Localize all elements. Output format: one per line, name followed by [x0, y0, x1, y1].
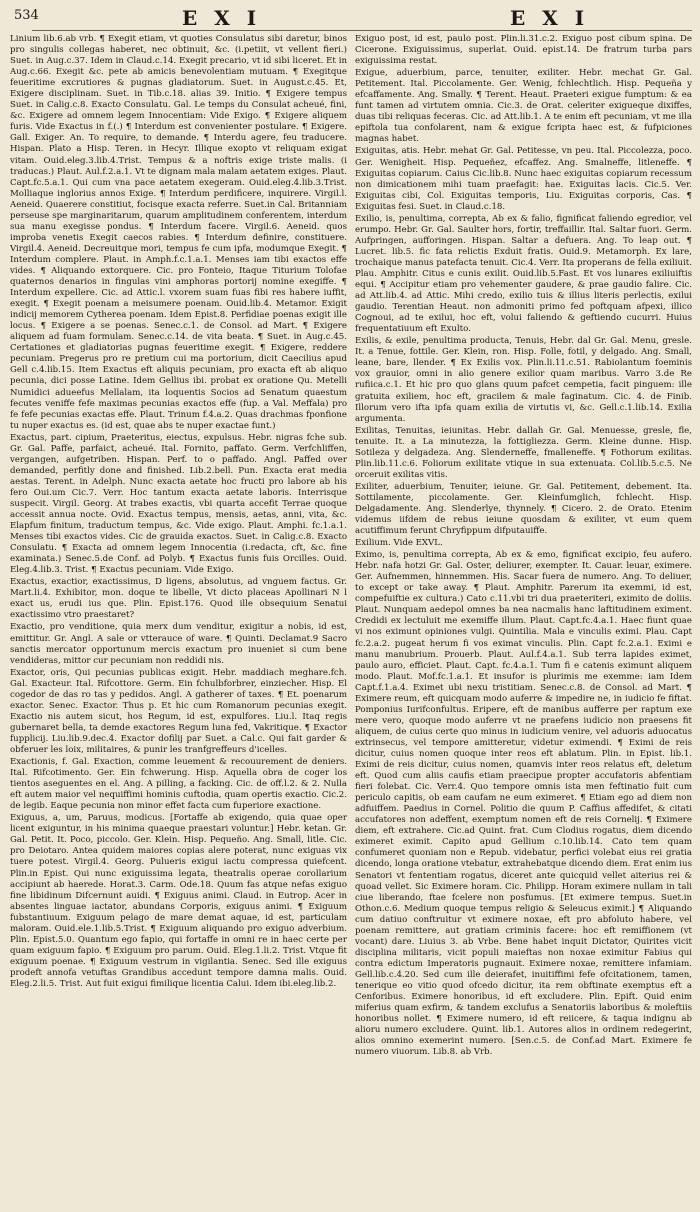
right-column: [355, 34, 692, 1210]
dictionary-entry: Exilio, is, penultima, correpta, Ab ex & falio, fignificat faliendo egredior, vel erumpo. Hebr. Gr. Gal. Saulter hors, fortir, treffaillir. Ital. Saltar fuori. Germ. Aufpringen, aufforingen. Hispan. Saltar a defuera. Ang. To leap out. ¶ Lucret. lib.5. fic fata relictis Exduit fratis. Ouid.9. Metamorph. Ex lare, trochaique manus patefacta tenuit. Cic.4. Verr. Ita properans de fella exiliuit. Plau. Amphitr. Citus e cunis exilit. Ouid.lib.5.Fast. Et vos lunares exiliuiftis equi. ¶ Accipitur etiam pro vehementer gaudere, & prae gaudio falire. Cic. ad Att.lib.4. ad Attic. Mihi credo, exilio tuis & illius literis perlectis, exilui gaudio. Terentian Heaut. non admoniti primo fed poftquam afpexi, illico Cognoui, ad te exilui, hoc eft, volui faliendo & geftiendo cucurri. Huius frequentatiuum eft Exulto.: [355, 213, 692, 335]
dictionary-entry: Exiguitas, atis. Hebr. mehat Gr. Gal. Petitesse, vn peu. Ital. Piccolezza, poco. Ger. Wenigheit. Hisp. Pequeñez, efcaffez. Ang. Smalneffe, litleneffe. ¶ Exiguitas copiarum. Caius Cic.lib.8. Nunc haec exiguitas copiarum recessum non dimicationem mihi tuam praefagit: hae. Exiguitas lacis. Cic.5. Ver. Exiguitas cibi, Col. Exiguitas temporis, Liu. Exiguitas corporis, Cas. ¶ Exiguitas fesi. Suet. in Claud.c.18.: [355, 146, 692, 212]
dictionary-entry: Exilitas, Tenuitas, ieiunitas. Hebr. dallah Gr. Gal. Menuesse, gresle, fle, tenuite. It. a La minutezza, la fottigliezza. Germ. Kleine dunne. Hisp. Sotileza y delgadeza. Ang. Slenderneffe, fmalleneffe. ¶ Fothorum exilitas. Plin.lib.11.c.6. Foliorum exilitate vtique in sua extenuata. Col.lib.5.c.5. Ne orceruit exilitas vitis.: [355, 425, 692, 480]
page-header: [14, 6, 692, 31]
dictionary-entry: Eximo, is, penultima correpta, Ab ex & emo, fignificat excipio, feu aufero. Hebr. nafa hotzi Gr. Gal. Oster, deliurer, exempter. It. Cauar. leuar, eximere. Ger. Aufnemmen, hinnemmen. His. Sacar fuera de numero. Ang. To deliuer, to except or take away. ¶ Plaut. Amphitr. Parerum ita exemmi, id est, compefuiftie ex cultura.) Cato c.11.vbi tri dua praeteriteri, eximito de doliis. Plaut. Nunquam aedepol omnes ba nea nacmalis hanc laftitudinem eximent. Credidi ex lectuluit me exemiffe illum. Plaut. Capt.fc.4.a.1. Haec fiunt quae vi nos eximunt opiniones vulgi. Quintilia. Mala e vinculis eximi. Plau. Capt fc.2.a.2. pugeat herum fi vos eximat vinculis. Plin. Capt fc.2.a.1. Eximi e manu manubrium. Prouerb. Plaut. Aul.f.4.a.1. Sub terra lapides eximet, paulo auro, efficiet. Plaut. Capt. fc.4.a.1. Tum fi e catenis eximunt aliquem modo. Plaut. Mof.fc.1.a.1. Et insufor is plurimis me exemme: iam Idem Capt.f.1.a.4. Eximet ubi nexu tristitiam. Senec.c.8. de Consol. ad Mart. ¶ Eximere reum, eft quicquam modo auferre & impedire ne, in iudicio fe fiftat. Pomponius Iurifconfultus. Eripere, eft de manibus aufferre per raptum exe mere vero, quoque modo auferre vt ne praefens iudicio non praesens fit aliquem, de cuius certe quo minus in iudicium venire, vel aduoris aduocatus extrinsecus, vel tempore amitteretur, videtur eximendi. ¶ Eximi de reis dicitur, cuius nomen quoque inter reos eft ablatum. Plin. in Epist. lib.1. Eximi de reis dicitur, cuius nomen, quamvis inter reos relatus eft, deletum eft. Quod cum aliis caufis etiam praecipue propter accufatoris abfentiam fieri folebat. Cic. Verr.4. Quo tempore omnis ista men feftinatio fuit cum periculo capitis, ob eam caufam ne eum eximeret. ¶ Etiam ego ad diem non adfuiffem. Paedius in Cornel. Politio die quum P. Caffius affedifet, & citati accufatores non adeffent, exemptum nomen eft de reis Cornelij. ¶ Eximere diem, eft extrahere. Cic.ad Quint. frat. Cum Clodius rogatus, diem dicendo eximeret eximit. Capito apud Gellium c.10.lib.14. Cato tem quam confumeret quoniam non e Repub. videbatur, perfici volebat eius rei gratia dicendo, longa oratione vtebatur, extrahebatque dicendo diem. Erat enim ius Senatori vt fententiam rogatus, diceret ante quicquid vellet aiterius rei & quoad vellet. Sic Eximere horam. Cic. Philipp. Horam eximere nullam in tali ciue liberando, ftae fcelere non posfumus. [Et eximere tempus. Suet.in Othon.c.6. Medium quoque tempus religio & Seleucus eximit.] ¶ Aliquando cum datiuo conftruitur vt eximere noxae, eft pro abfoluto habere, vel poenam remittere, aut gratiam criminis facere: hoc eft remiffionem (vt vocant) dare. Liuius 3. ab Vrbe. Bene habet inquit Dictator, Quirites vicit disciplina militaris, vicit populi maieftas non noxae eximitur Fabius qui contra edictum Imperatoris pugnauit. Eximere noxae, remittere infamiam. Gell.lib.c.4.20. Sed cum ille deierafet, inuitiffimi fefe ofcitationem, tamen, tenerique eo vitio quod ofcedo dicitur, ita rem obftinate exemptus eft a Cenforibus. Eximere honoribus, id eft excludere. Plin. Epift. Quid enim miferius quam exfirm, & tandem exclufus a Senatoriis laboribus & moleftiis honoribus nollet. ¶ Eximere numero, id eft reiicere, & taqua indignu ab alioru numero excludere. Quint. lib.1. Autores alios in ordinem redegerint, alios omnino exemerint numero. [Sen.c.5. de Conf.ad Mart. Eximere fe numero viuorum. Lib.8. ab Vrb.: [355, 550, 692, 1058]
dictionary-entry: Exiguus, a, um, Paruus, modicus. [Fortaffe ab exigendo, quia quae oper licent exiguntur, in his minima quaeque praestari voluntur.] Hebr. ketan. Gr. Gal. Petit. It. Poco, piccolo. Ger. Klein. Hisp. Pequeño. Ang. Small, litle. Cic. pro Deiotaro. Antea quidem maiores copias alere poterat, nunc exiguas vix tuere potest. Virgil.4. Georg. Pulueris exigui iactu compressa quiefcent. Plin.in Epist. Qui nunc exiguissima legata, theatralis operae corollarium accipiunt ab haerede. Horat.3. Carm. Ode.18. Quum fas atque nefas exiguo fine libidinum Difcernunt auidi. ¶ Exiguus animi. Claud. in Eutrop. Acer in absentes linguae iactator, abundans Corporis, exiguus animi. ¶ Exiguum fubstantiuum. Exiguum pelago de mare demat aquae, id est, particulam maloram. Ouid.ele.1.lib.5.Trist. ¶ Exiguum aliquando pro exiguo adverbium. Plin. Epist.5.0. Quantum ego fapio, qui fortaffe in omni re in haec certe per quam exiguum fapio. ¶ Exiguum pro parum. Ouid. Eleg.1.li.2. Trist. Vtque fit exiguum poenae. ¶ Exiguum vestrum in vigilantia. Senec. Sed ille exiguus prodeft annofa vetuftas Grandibus accedunt tempore damna malis. Ouid. Eleg.2.li.5. Trist. Aut fuit exigui fimilique licentia Calui. Idem ibi.eleg.lib.2.: [10, 813, 347, 989]
page-number: 534: [14, 8, 39, 23]
dictionary-entry: Exactionis, f. Gal. Exaction, comme leuement & recouurement de deniers. Ital. Rifcotimento. Ger. Ein fchwerung. Hisp. Aquella obra de coger los tientos aseguentes en el. Ang. A pilling, a facking. Cic. de off.l.2. & 2. Nulla eft autem maior vel nequiffimi hominis cuftodia, quam opertis exactio. Cic.2. de legib. Eaque pecunia non minor effet facta cum fuperiore exactione.: [10, 757, 347, 812]
dictionary-entry: Exigue, aduerbium, parce, tenuiter, exiliter. Hebr. mechat Gr. Gal. Petitement. Ital. Piccolamente. Ger. Wenig, fchlechtlich. Hisp. Pequeña y efcaffamente. Ang. Smally. ¶ Terent. Heaut. Praeteri exigue fumptum: & ea funt tamen ad virtutem omnia. Cic.3. de Orat. celeriter exigueque dixiffes, duas tibi reliquas feceras. Cic. ad Att.lib.1. A te enim eft pecuniam, vt me illa epiftola tua confolarent, nam & exigue fcripta haec est, & fufpiciones magnas habet.: [355, 68, 692, 145]
dictionary-entry: Exilium. Vide EXVL.: [355, 538, 443, 549]
dictionary-entry: Exactus, exactior, exactissimus, D ligens, absolutus, ad vnguem factus. Gr. Mart.li.4. Exhibitor, mon. doque te libelle, Vt dicto placeas Apollinari N l exact us, erudi ius que. Plin. Epist.176. Quod ille obsequium Senatui exactissimo vtro praestaret?: [10, 577, 347, 621]
dictionary-entry: Exiliter, aduerbium, Tenuiter, ieiune. Gr. Gal. Petitement, debement. Ita. Sottilamente, piccolamente. Ger. Kleinfumglich, fchlecht. Hisp. Delgadamente. Ang. Slenderlye, thynnely. ¶ Cicero. 2. de Orato. Etenim videmus iifdem de rebus ieiune quosdam & exiliter, vt eum quem acutiffimum ferunt Chryfippum difputauiffe.: [355, 481, 692, 537]
running-head-right: E X I: [510, 6, 590, 30]
dictionary-entry: Exactio, pro venditione, quia merx dum venditur, exigitur a nobis, id est, emittitur. Gr. Angl. A sale or vtterauce of ware. ¶ Quinti. Declamat.9 Sacro sanctis mercator opportunum mercis exactum pro inueniet si cum bene vendideras, mittor cur pecuniam non reddidi nis.: [10, 622, 347, 666]
dictionary-entry: Exilis, & exile, penultima producta, Tenuis, Hebr. dal Gr. Gal. Menu, gresle. It. a Tenue, fottile. Ger. Klein, ron. Hisp. Folle, fotil, y delgado. Ang. Small, leane, bare, llender. ¶ Ex Exilis vox. Plin.li.11.c.51. Rabiolantum foeminis vox grauior, omni in alio genere exilior quam maribus. Varro 3.de Re rufiica.c.1. Et hic pro quo glans quum pafcet cempetia, facit pinguem: ille gratuita exiliem, hoc eft, gracilem & male faginatum. Cic. 4. de Finib. Illorum vero ifta ipfa quam exilia de virtutis vi, &c. Gell.c.1.lib.14. Exilia argumenta.: [355, 336, 692, 424]
left-column: [10, 34, 347, 1210]
text-columns: [10, 34, 692, 1210]
dictionary-entry: Linium lib.6.ab vrb. ¶ Exegit etiam, vt quoties Consulatus sibi daretur, binos pro singulis collegas haberet, nec obtinuit, &c. (i.petiit, vt vellent fieri.) Suet. in Aug.c.37. Idem in Claud.c.14. Exegit precario, vt id sibi liceret. Et in Aug.c.66. Exegit &c. pete ab amicis benevolentiam mutuam. ¶ Exegitque feueritime excrutiores & pugnas gladiatorum. Suet. in August.c.45. Et, Exigere disciplinam. Suet. in Tib.c.18. alias 39. Initio. ¶ Exigere tempus Suet. in Calig.c.8. Exacto Consulatu. Gal. Le temps du Consulat acheué, fini, &c. Exigere ad omnem legem Innocentiam: Vide Exigo. ¶ Exigere aliquem furis. Vide Exactus in f.(.) ¶ Interdum est convenienter postulare. ¶ Exigere. Gall. Exiger. An. To require, to demande. ¶ Interdu agere, feu traducere. Hispan. Plato a Hisp. Teren. in Hecyr. Illique exopto vt reliquam exigat vitam. Ouid.eleg.3.lib.4.Trist. Tempus & a noftris exige triste malis. (i traducas.) Plaut. Aul.f.2.a.1. Vt te dignam mala malam aetatem exiges. Plaut. Capt.fc.5.a.1. Qui cum vna pace aetatem exegeram. Ouid.eleg.4.lib.3.Trist. Molliaque inglorius annos Exige. ¶ Interdum perdificere, inquirere. Virgil.l. Aeneid. Quaerere constitiut, focisque exacta referre. Suet.in Cal. Britanniam perseuse spe marginaritarum, quarum amplitudinem conferentem, interdum sua manu exegisse pondus. ¶ Interdum facere. Virgil.6. Aeneid. quos improba venetis Exegit caecos rabies. ¶ Interdum definire, constituere. Virgil.4. Aeneid. Decreuitque mori, tempus fe cum ipfa, modumque Exegit. ¶ Interdum complere. Plaut. in Amph.f.c.1.a.1. Menses iam tibi exactos effe vides. ¶ Aliquando extorquere. Cic. pro Fonteio, Itaque Titurium Tolofae quaternos denarios in fingulas vini amphoras portorij nomine exegiffe. ¶ Interdum expellere. Cic. ad Attic.l. vxorem suam fuas fibi res habere iuffit, exegit. ¶ Exegit poenam a meisumere poenam. Ouid.lib.4. Metamor. Exigit indicij memorem Cytherea poenam. Idem Epist.8. Perfidiae poenas exigit ille locus. ¶ Exigere a se poenas. Senec.c.1. de Consol. ad Mart. ¶ Exigere aliquem ad fuam formulam. Senec.c.14. de vita beata. ¶ Suet. in Aug.c.45. Certationes et gladiatorias pugnas feueritime exegit. ¶ Exigere, reddere pecuniam. Pregerus pro re pretium cui ma portorium, dicit Caecilius apud Gell c.4.lib.15. Item Exactus eft aliquis pecuniam, pro exacta eft ab aliquo pecunia, dici posse Latine. Idem Gellius ibi. probat ex oratione Qu. Metelli Numidici adueefus Mellalam, ita loquentis Socios ad Senatum quaestum fecutes veniffe fefe maximas pecunias exactos effe (fup. a Val. Meffala) pro fe fefe pecunias exactas effe. Plaut. Trinum f.4.a.2. Quas drachmas fponfione tu nuper exactus es. (id est, quae abs te nuper exactae funt.): [10, 34, 347, 431]
running-head-left: E X I: [182, 6, 262, 30]
dictionary-entry: Exiguo post, id est, paulo post. Plin.li.31.c.2. Exiguo post cibum spina. De Cicerone. Exiguissimus, superlat. Ouid. epist.14. De fratrum turba pars exiguissima restat.: [355, 34, 692, 67]
dictionary-entry: Exactor, oris, Qui pecunias publicas exigit. Hebr. maddiach meghare.fch. Gal. Exacteur. Ital. Rifcottore. Germ. Ein fchulbforbrer, einziecher. Hisp. El cogedor de das ro tas y pedidos. Angl. A gatherer of taxes. ¶ Et. poenarum exactor. Senec. Exactor. Thus p. Et hic cum Romanorum pecunias exegit. Exactio nis autem sicut, hos Regum, id est, expulfores. Liu.l. Itaq regis gubernaret bella, ta demde exactores Regum luna fed, Vakritique. ¶ Exactor fupplicij. Liu.lib.9.dec.4. Exactor dofilij par Suet. a Cal.c. Qui fait garder & obferuer les loix, militaires, & punir les tranfgreffeurs d'icelles.: [10, 667, 347, 755]
dictionary-entry: Exactus, part. cipium, Praeteritus, eiectus, expulsus. Hebr. nigras fche sub. Gr. Gal. Paffe, parfaict, acheué. Ital. Fornito, paffato. Germ. Verfchliffen, vergangen, aufgetriben. Hispan. Perf. to o paffado. Angl. Paffed over demanded, perfitly done and finished. Lib.2.bell. Pun. Exacta erat media aestas. Terent. in Adelph. Nunc exacta aetate hoc fructi pro labore ab his fero Oui.um Cic.7. Verr. Hoc tantum exacta aetate laboris. Interrisque suspecit. Virgil. Georg. At trabes exactis, vbi quarta accefit Terrae quoque accessit annua nocte. Ovid. Exactus tempus, mensis, aetas, anni, vita, &c. Elapfum finitum, traductum tempus, &c. Vide exigo. Plaut. Amphi. fc.1.a.1. Menses tibi exactos vides. Cic de grauida exactos. Suet. in Calig.c.8. Exacto Consulatu. ¶ Exacta ad omnem legem Innocentia (i.redacta, cft, &c. fine examinata.) Senec.5.de Conf. ad Polyb. ¶ Exactus funis fuis Orcilles. Ouid. Eleg.4.lib.3. Trist. ¶ Exactus pecuniam. Vide Exigo.: [10, 432, 347, 576]
